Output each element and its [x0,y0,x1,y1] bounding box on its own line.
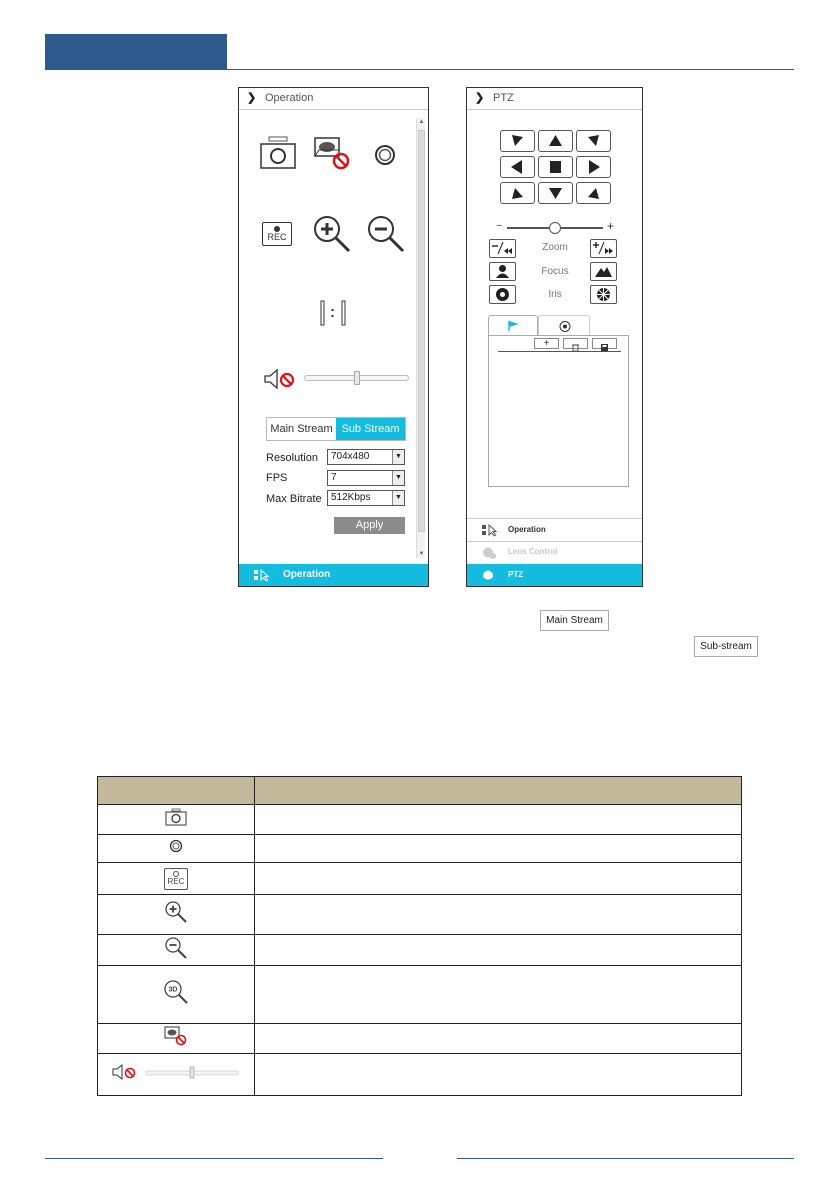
operation-icon [481,524,499,537]
table-row [98,935,742,966]
pan-down-left-button[interactable] [500,182,535,204]
table-icon-cell [98,863,255,895]
fps-value: 7 [331,472,337,483]
snapshot-icon [165,808,187,826]
table-icon-cell [98,935,255,966]
zoom-out-icon[interactable] [366,214,406,259]
table-row [98,1054,742,1096]
table-row [98,966,742,1024]
zoom-label: Zoom [542,242,568,253]
table-desc-cell [254,835,741,863]
ptz-panel-header[interactable] [467,88,642,110]
speed-plus: + [607,219,615,233]
zoom-in-button[interactable] [590,239,617,258]
flag-icon [507,320,521,332]
zoom-in-icon [164,900,188,924]
volume-slider[interactable] [304,375,409,381]
table-desc-cell [254,895,741,935]
add-icon[interactable]: + [534,338,559,349]
pan-down-button[interactable] [538,182,573,204]
chevron-down-icon: ▼ [392,491,404,505]
table-row [98,895,742,935]
scroll-down-icon[interactable]: ▼ [418,551,425,557]
pan-up-right-button[interactable] [576,130,611,152]
operation-icon [253,569,271,582]
resolution-label: Resolution [266,452,318,464]
sub-stream-inline-button: Sub-stream [694,636,758,657]
speed-slider-thumb[interactable] [549,222,561,234]
nav-ptz-label: PTZ [508,570,524,579]
table-desc-cell [254,966,741,1024]
record-dot-icon[interactable] [374,144,396,171]
table-row [98,835,742,863]
save-icon[interactable] [592,338,617,349]
iris-open-button[interactable] [590,285,617,304]
icon-description-table [97,776,742,1096]
focus-label: Focus [541,266,569,277]
chevron-right-icon: ❯ [247,92,257,104]
stream-toggle [266,417,406,441]
pan-left-button[interactable] [500,156,535,178]
table-icon-cell [98,895,255,935]
zoom-in-icon[interactable] [312,214,352,259]
operation-footer-label: Operation [283,569,331,580]
apply-button[interactable]: Apply [334,517,405,534]
rec-label: REC [167,876,185,886]
table-header-row [98,777,742,805]
nav-lens-control[interactable] [467,541,642,563]
pan-stop-button[interactable] [538,156,573,178]
trash-icon[interactable] [563,338,588,349]
footer-rule-right [457,1158,794,1159]
iris-close-button[interactable] [489,285,516,304]
pan-down-right-button[interactable] [576,182,611,204]
fps-label: FPS [266,472,288,484]
table-icon-cell [98,1024,255,1054]
table-desc-cell [254,1024,741,1054]
lens-icon [481,546,497,559]
3d-zoom-icon [163,979,189,1005]
table-header-cell [254,777,741,805]
speed-minus: − [496,220,503,232]
record-dot-icon [169,839,183,853]
rec-label: REC [267,232,287,242]
focus-far-button[interactable] [590,262,617,281]
chevron-right-icon: ❯ [475,92,485,104]
table-desc-cell [254,1054,741,1096]
fit-screen-icon[interactable] [319,300,347,331]
ptz-camera-icon [481,568,495,582]
operation-panel [238,87,429,587]
preset-list-area [488,335,629,487]
bitrate-label: Max Bitrate [266,493,322,505]
header-block [45,34,227,69]
mute-volume-icon [111,1063,241,1081]
iris-label: Iris [548,289,562,300]
nav-ptz[interactable] [467,564,642,586]
nav-operation-label: Operation [508,525,546,534]
operation-footer-tab[interactable] [239,564,428,586]
mask-off-icon [164,1026,188,1046]
table-icon-cell [98,805,255,835]
operation-panel-title: Operation [265,92,314,104]
table-row [98,1024,742,1054]
rec-icon [164,868,188,890]
pan-up-button[interactable] [538,130,573,152]
table-desc-cell [254,863,741,895]
table-desc-cell [254,805,741,835]
tab-cruise[interactable] [538,315,590,335]
list-divider [498,351,621,352]
cruise-icon [558,320,572,333]
mute-speaker-icon[interactable] [263,368,297,395]
header-rule [45,69,794,70]
table-icon-cell [98,966,255,1024]
zoom-out-icon [164,936,188,960]
pan-right-button[interactable] [576,156,611,178]
chevron-down-icon: ▼ [392,450,404,464]
main-stream-button[interactable]: Main Stream [267,418,336,440]
bitrate-value: 512Kbps [331,492,371,503]
scroll-thumb[interactable] [418,130,425,532]
nav-lens-control-label: Lens Control [508,547,558,556]
pan-up-left-button[interactable] [500,130,535,152]
table-icon-cell [98,835,255,863]
zoom-out-button[interactable] [489,239,516,258]
chevron-down-icon: ▼ [392,471,404,485]
fps-select[interactable] [327,470,405,486]
snapshot-icon[interactable] [259,136,297,175]
table-desc-cell [254,935,741,966]
tab-preset[interactable] [488,315,538,336]
mask-off-icon[interactable] [313,136,353,177]
resolution-value: 704x480 [331,451,370,462]
footer-rule-left [45,1158,383,1159]
rec-icon[interactable] [262,222,292,246]
operation-panel-header[interactable] [239,88,428,110]
table-row [98,805,742,835]
table-header-cell [98,777,255,805]
bitrate-select[interactable] [327,490,405,506]
focus-near-button[interactable] [489,262,516,281]
scroll-up-icon[interactable]: ▲ [418,119,425,125]
ptz-panel [466,87,643,587]
sub-stream-button[interactable]: Sub Stream [336,418,405,440]
scrollbar[interactable] [416,118,425,558]
table-row [98,863,742,895]
table-icon-cell [98,1054,255,1096]
svg-text:3D: 3D [168,986,178,994]
resolution-select[interactable] [327,449,405,465]
speed-slider[interactable] [507,227,603,229]
ptz-panel-title: PTZ [493,92,514,104]
nav-operation[interactable] [467,519,642,541]
main-stream-inline-button: Main Stream [540,610,609,631]
volume-slider-thumb[interactable] [354,371,360,385]
